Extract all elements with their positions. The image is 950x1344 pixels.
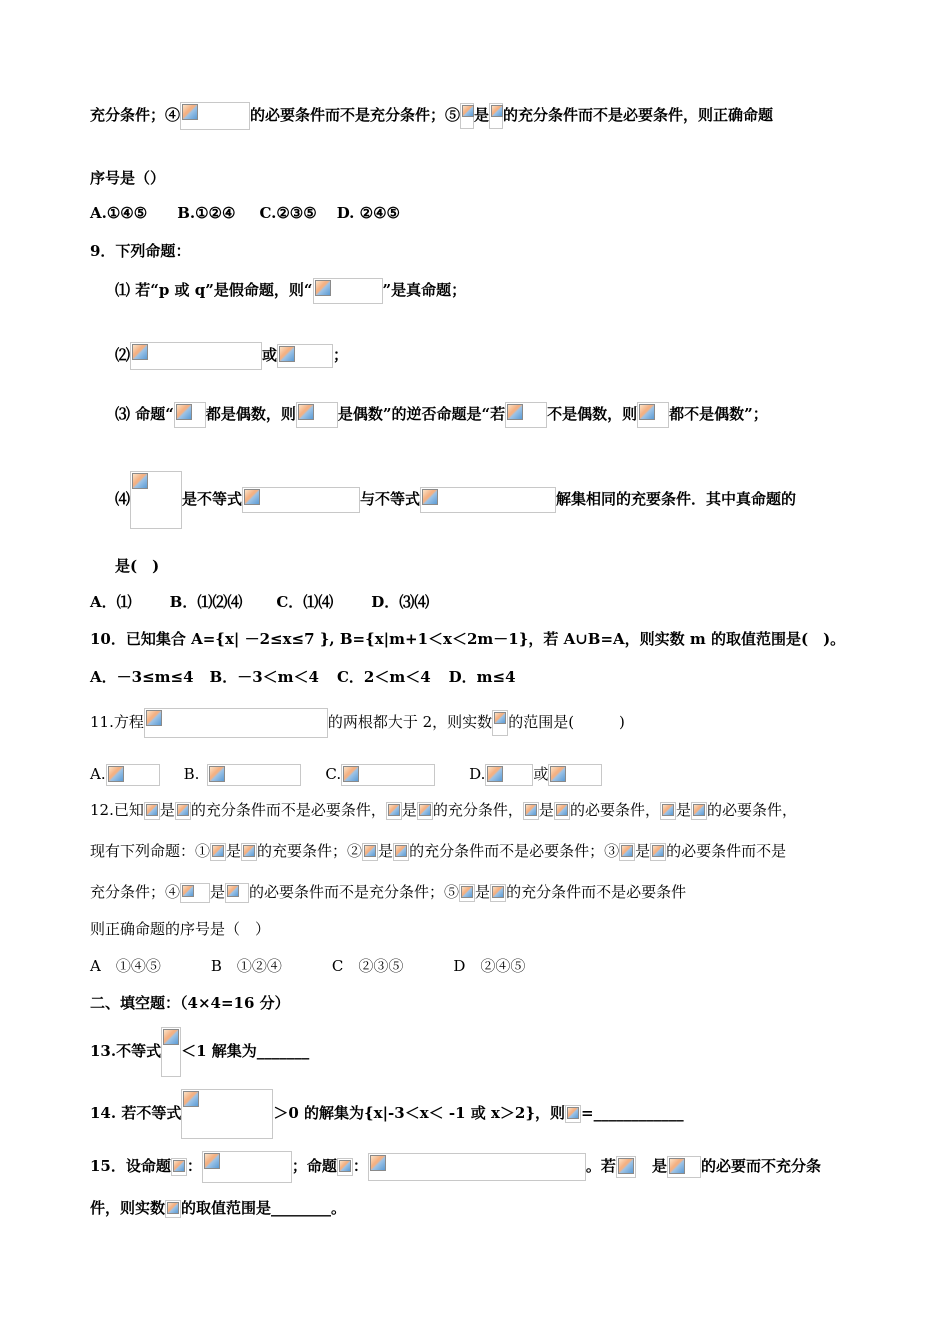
formula-image — [368, 1153, 586, 1181]
formula-image — [174, 402, 206, 428]
q11-options: A. B. C. D. 或 — [90, 763, 602, 786]
q9-p4: ⑷ 是不等式 与不等式 解集相同的充要条件．其中真命题的 — [115, 470, 796, 528]
q11-stem: 11.方程 的两根都大于 2，则实数 的范围是( ) — [90, 708, 625, 738]
formula-image — [202, 1151, 292, 1183]
q8-line2: 序号是（） — [90, 169, 166, 187]
formula-image — [180, 102, 250, 130]
q9-title: 9．下列命题： — [90, 242, 191, 260]
q10-text: 10．已知集合 A={x| －2≤x≤7 }, B={x|m+1＜x＜2m－1}，若 A∪B=A，则实数 m 的取值范围是( )。 — [90, 630, 846, 648]
section-title: 二、填空题：（4×4=16 分） — [90, 994, 290, 1012]
formula-image — [175, 802, 191, 820]
q8-line1: 充分条件；④ 的必要条件而不是充分条件；⑤ 是 的充分条件而不是必要条件，则正确命题 — [90, 102, 773, 130]
formula-image — [492, 710, 508, 736]
formula-image — [489, 103, 503, 129]
formula-image — [565, 1105, 581, 1123]
formula-image — [296, 402, 338, 428]
formula-image — [554, 802, 570, 820]
q8-options: A.①④⑤ B.①②④ C.②③⑤ D. ②④⑤ — [90, 204, 400, 222]
formula-image — [619, 843, 635, 861]
q12-line2: 现有下列命题：① 是 的充要条件；② 是 的充分条件而不是必要条件；③ 是 的必要条件而不是 — [90, 842, 787, 860]
formula-image — [459, 884, 475, 902]
formula-image — [417, 802, 433, 820]
formula-image — [485, 764, 533, 786]
formula-image — [144, 708, 328, 738]
formula-image — [616, 1156, 636, 1178]
q15-line2: 件，则实数 的取值范围是________。 — [90, 1199, 347, 1217]
formula-image — [650, 843, 666, 861]
q13: 13.不等式 ＜1 解集为_______ — [90, 1026, 309, 1076]
q9-p1: ⑴ 若“p 或 q”是假命题，则“ ”是真命题； — [115, 278, 466, 304]
q15-line1: 15．设命题 ： ；命题 ： 。若 是 的必要而不充分条 — [90, 1148, 821, 1184]
formula-image — [210, 843, 226, 861]
formula-image — [460, 103, 474, 129]
formula-image — [225, 883, 249, 903]
formula-image — [242, 487, 360, 513]
q12-line1: 12.已知 是 的充分条件而不是必要条件， 是 的充分条件， 是 的必要条件， 是 的必要条件， — [90, 801, 797, 819]
q9-p3: ⑶ 命题“ 都是偶数，则 是偶数”的逆否命题是“若 不是偶数，则 都不是偶数”； — [115, 402, 768, 428]
q9-p2: ⑵ 或 ； — [115, 342, 348, 370]
formula-image — [106, 764, 160, 786]
formula-image — [393, 843, 409, 861]
formula-image — [180, 883, 210, 903]
formula-image — [165, 1200, 181, 1218]
formula-image — [130, 471, 182, 529]
q10-options: A．－3≤m≤4 B．－3＜m＜4 C．2＜m＜4 D．m≤4 — [90, 668, 516, 686]
q12-line4: 则正确命题的序号是（ ） — [90, 920, 271, 938]
formula-image — [523, 802, 539, 820]
formula-image — [490, 884, 506, 902]
formula-image — [505, 402, 547, 428]
formula-image — [241, 843, 257, 861]
formula-image — [362, 843, 378, 861]
formula-image — [144, 802, 160, 820]
formula-image — [637, 402, 669, 428]
formula-image — [130, 342, 262, 370]
formula-image — [207, 764, 301, 786]
formula-image — [337, 1158, 353, 1176]
q14: 14. 若不等式 ＞0 的解集为{x|-3＜x＜ -1 或 x＞2}，则 =____________ — [90, 1088, 684, 1138]
formula-image — [171, 1158, 187, 1176]
formula-image — [161, 1027, 181, 1077]
formula-image — [667, 1156, 701, 1178]
formula-image — [181, 1089, 273, 1139]
q9-options: A．⑴ B．⑴⑵⑷ C．⑴⑷ D．⑶⑷ — [90, 593, 430, 611]
formula-image — [313, 278, 383, 304]
q12-line3: 充分条件；④ 是 的必要条件而不是充分条件；⑤ 是 的充分条件而不是必要条件 — [90, 883, 687, 901]
q9-tail: 是( ) — [115, 557, 160, 575]
formula-image — [691, 802, 707, 820]
formula-image — [341, 764, 435, 786]
formula-image — [386, 802, 402, 820]
formula-image — [660, 802, 676, 820]
formula-image — [548, 764, 602, 786]
formula-image — [277, 344, 333, 368]
q12-options: A ①④⑤ B ①②④ C ②③⑤ D ②④⑤ — [90, 957, 526, 975]
formula-image — [420, 487, 556, 513]
